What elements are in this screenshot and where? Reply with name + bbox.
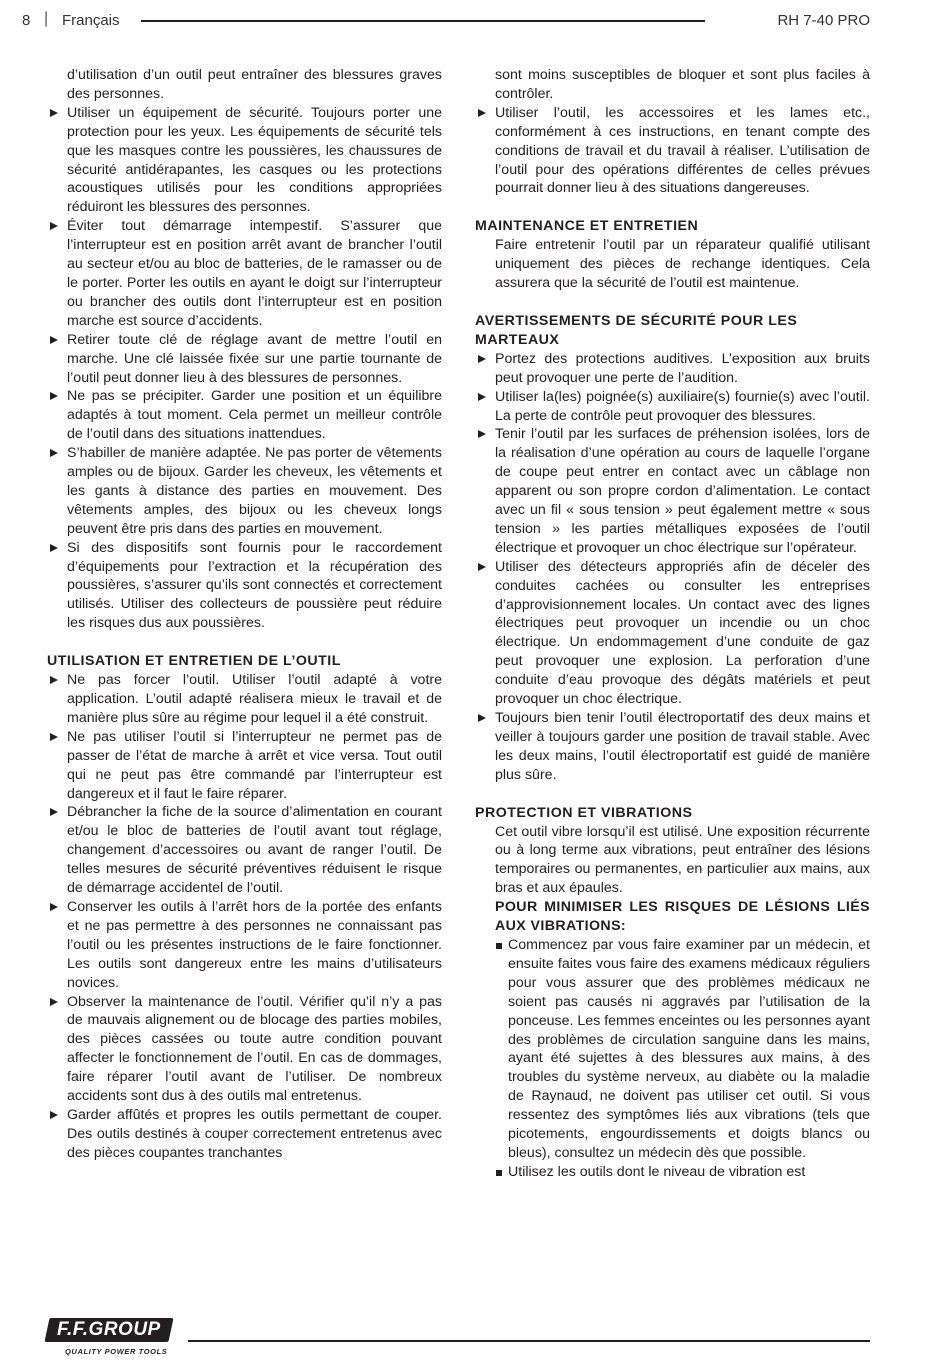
bullet-triangle-icon [50,808,58,816]
bullet-triangle-icon [50,392,58,400]
list-item: Portez des protections auditives. L’exposition aux bruits peut provoquer une perte de l’audition. [475,350,870,388]
right-column [475,66,870,1182]
list-item: S’habiller de manière adaptée. Ne pas porter de vêtements amples ou de bijoux. Garder les cheveux, les vêtements et les gants à distance des parties en mouvement. Des vêtements amples, des bijoux ou les cheveux longs peuvent être pris dans des parties en mouvement. [47,444,442,539]
list-item: Ne pas forcer l’outil. Utiliser l’outil adapté à votre application. L’outil adapté réalisera mieux le travail et de manière plus sûre au régime pour lequel il a été construit. [47,671,442,728]
language-label: Français [62,12,120,29]
section-heading: UTILISATION ET ENTRETIEN DE L’OUTIL [47,653,341,670]
section-heading: PROTECTION ET VIBRATIONS [475,804,693,821]
section-heading: AVERTISSEMENTS DE SÉCURITÉ POUR LES MARTEAUX [475,312,798,348]
bullet-triangle-icon [50,733,58,741]
bullet-triangle-icon [50,336,58,344]
list-item: Ne pas se précipiter. Garder une position et un équilibre adaptés à tout moment. Cela permet un meilleur contrôle de l’outil dans des situations inattendues. [47,387,442,444]
bullet-triangle-icon [50,903,58,911]
sub-heading: POUR MINIMISER LES RISQUES DE LÉSIONS LIÉS AUX VIBRATIONS: [495,899,870,935]
left-column [47,66,442,1163]
page-header [0,0,950,44]
list-item: Utiliser des détecteurs appropriés afin de déceler des conduites cachées ou consulter les entreprises d’approvisionnement locales. Un contact avec des lignes électriques peut provoquer un incendie ou un choc électrique. Un endommagement d’une conduite de gaz peut provoquer une explosion. La perforation d’une conduite d’eau provoque des dégâts matériels et peut provoquer un choc électrique. [475,558,870,709]
header-separator: | [44,10,49,27]
list-item: Utilisez les outils dont le niveau de vibration est [475,1163,870,1182]
list-item: Tenir l’outil par les surfaces de préhension isolées, lors de la réalisation d’une opération au cours de laquelle l’organe de coupe peut entrer en contact avec un câblage non apparent ou son propre cordon d’alimentation. Le contact avec un fil « sous tension » peut également mettre « sous tension » les parties métalliques exposées de l’outil électrique et provoquer un choc électrique sur l’opérateur. [475,425,870,557]
section-heading: MAINTENANCE ET ENTRETIEN [475,218,699,235]
header-rule [141,20,705,22]
list-item: Utiliser l’outil, les accessoires et les lames etc., conformément à ces instructions, en tenant compte des conditions de travail et du travail à réaliser. L’utilisation de l’outil pour des opérations différentes de celles prévues pourrait donner lieu à des situations dangereuses. [475,104,870,199]
bullet-triangle-icon [50,109,58,117]
footer-rule [188,1340,870,1342]
logo-wordmark: F.F.GROUP [57,1319,161,1340]
bullet-triangle-icon [50,1111,58,1119]
bullet-triangle-icon [50,222,58,230]
tool-use-list [47,671,442,1163]
bullet-square-icon [496,943,502,949]
bullet-triangle-icon [50,998,58,1006]
list-item: Toujours bien tenir l’outil électroportatif des deux mains et veiller à toujours garder une position de travail stable. Avec les deux mains, l’outil électroportatif est guidé de manière plus sûre. [475,709,870,785]
bullet-triangle-icon [478,355,486,363]
bullet-triangle-icon [478,393,486,401]
list-item: Éviter tout démarrage intempestif. S’assurer que l’interrupteur est en position arrêt avant de brancher l’outil au secteur et/ou au bloc de batteries, de le ramasser ou de le porter. Porter les outils en ayant le doigt sur l’interrupteur ou brancher des outils dont l’interrupteur est en position marche est source d’accidents. [47,217,442,330]
hammer-warnings-list [475,350,870,785]
page-number: 8 [22,12,31,29]
logo-tagline: QUALITY POWER TOOLS [65,1347,168,1356]
safety-list [47,104,442,633]
model-label: RH 7-40 PRO [777,12,870,29]
list-item: Conserver les outils à l’arrêt hors de la portée des enfants et ne pas permettre à des personnes ne connaissant pas l’outil ou les présentes instructions de le faire fonctionner. Les outils sont dangereux entre les mains d’utilisateurs novices. [47,898,442,993]
vibration-list [475,936,870,1182]
list-item: Garder affûtés et propres les outils permettant de couper. Des outils destinés à couper correctement entretenus avec des pièces coupantes tranchantes [47,1106,442,1163]
bullet-square-icon [496,1170,502,1176]
list-item: Utiliser un équipement de sécurité. Toujours porter une protection pour les yeux. Les équipements de sécurité tels que les masques contre les poussières, les chaussures de sécurité antidérapantes, les casques ou les protections acoustiques utilisés pour les conditions appropriées réduiront les blessures des personnes. [47,104,442,217]
list-item: Si des dispositifs sont fournis pour le raccordement d’équipements pour l’extraction et la récupération des poussières, s’assurer qu’ils sont connectés et correctement utilisés. Utiliser des collecteurs de poussière peut réduire les risques dus aux poussières. [47,539,442,634]
list-item: Observer la maintenance de l’outil. Vérifier qu’il n’y a pas de mauvais alignement ou de blocage des parties mobiles, des pièces cassées ou toute autre condition pouvant affecter le fonctionnement de l’outil. En cas de dommages, faire réparer l’outil avant de l’utiliser. De nombreux accidents sont dus à des outils mal entretenus. [47,993,442,1106]
continued-paragraph: d’utilisation d’un outil peut entraîner des blessures graves des personnes. [67,67,442,102]
bullet-triangle-icon [478,109,486,117]
section-paragraph: Cet outil vibre lorsqu’il est utilisé. Une exposition récurrente ou à long terme aux vibrations, peut entraîner des lésions temporaires ou permanentes, en particulier aux mains, aux bras et aux épaules. [495,823,870,897]
list-item: Utiliser la(les) poignée(s) auxiliaire(s) fournie(s) avec l’outil. La perte de contrôle peut provoquer des blessures. [475,388,870,426]
list-item: Débrancher la fiche de la source d’alimentation en courant et/ou le bloc de batteries de l’outil avant tout réglage, changement d’accessoires ou avant de ranger l’outil. De telles mesures de sécurité préventives réduisent le risque de démarrage accidentel de l’outil. [47,803,442,898]
list-item: Commencez par vous faire examiner par un médecin, et ensuite faites vous faire des examens médicaux réguliers pour vous assurer que des problèmes médicaux ne soient pas causés ni aggravés par l’utilisation de la ponceuse. Les femmes enceintes ou les personnes ayant des problèmes de circulation sanguine dans les mains, ayant été sujettes à des blessures aux mains, à des troubles du système nerveux, au diabète ou la maladie de Raynaud, ne doivent pas utiliser cet outil. Si vous ressentez des symptômes liés aux vibrations (tels que picotements, engourdissements et doigts blancs ou bleus), consultez un médecin dès que possible. [475,936,870,1163]
bullet-triangle-icon [478,430,486,438]
list-item: Ne pas utiliser l’outil si l’interrupteur ne permet pas de passer de l’état de marche à arrêt et vice versa. Tout outil qui ne peut pas être commandé par l’interrupteur est dangereux et il faut le faire réparer. [47,728,442,804]
bullet-triangle-icon [50,544,58,552]
brand-logo [47,1318,175,1356]
bullet-triangle-icon [50,676,58,684]
section-paragraph: Faire entretenir l’outil par un réparateur qualifié utilisant uniquement des pièces de rechange identiques. Cela assurera que la sécurité de l’outil est maintenue. [495,237,870,292]
bullet-triangle-icon [50,449,58,457]
bullet-triangle-icon [478,563,486,571]
bullet-triangle-icon [478,714,486,722]
list-item: Retirer toute clé de réglage avant de mettre l’outil en marche. Une clé laissée fixée sur une partie tournante de l’outil peut donner lieu à des blessures de personnes. [47,331,442,388]
continued-paragraph: sont moins susceptibles de bloquer et sont plus faciles à contrôler. [495,67,870,102]
